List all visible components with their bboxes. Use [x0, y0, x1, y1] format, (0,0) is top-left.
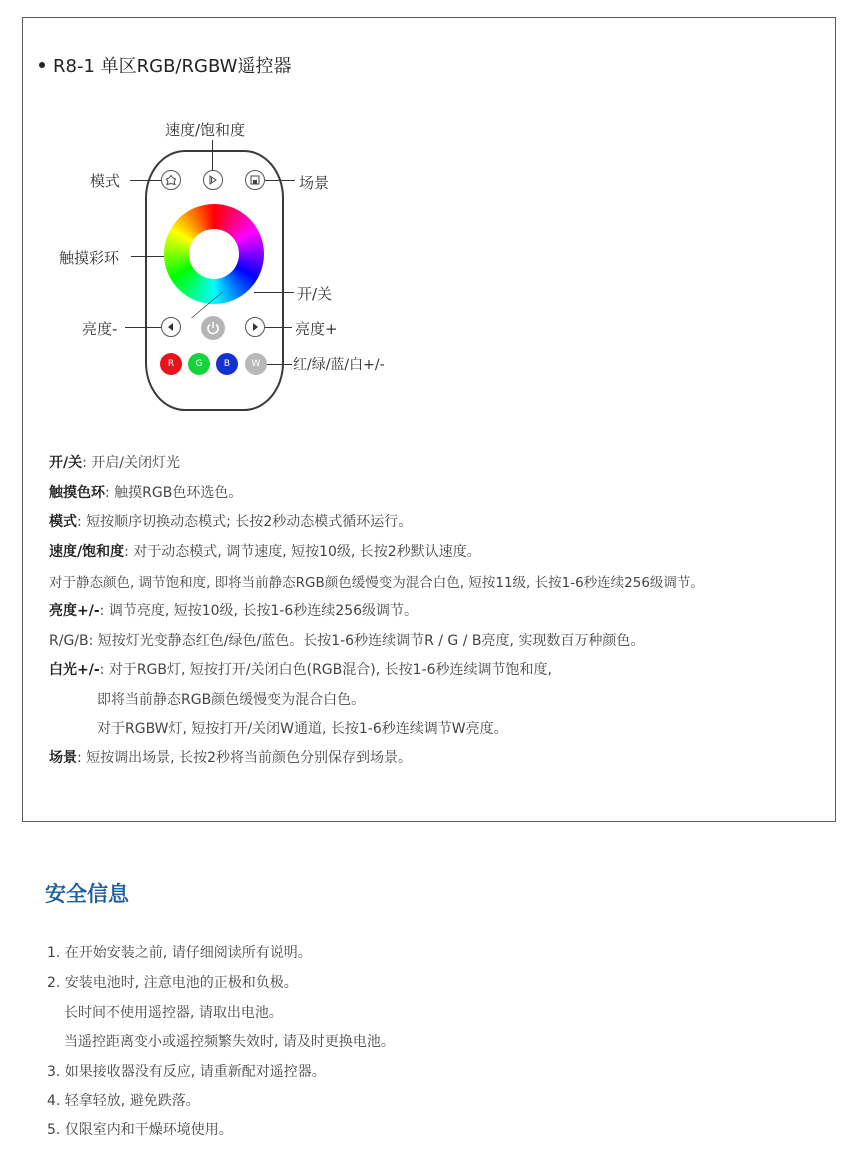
safety-item: 3. 如果接收器没有反应, 请重新配对遥控器。 — [47, 1064, 326, 1080]
safety-heading: 安全信息 — [45, 882, 129, 906]
label-speed-saturation: 速度/饱和度 — [165, 121, 246, 139]
power-button[interactable] — [201, 316, 225, 340]
desc-text: : 调节亮度, 短按10级, 长按1-6秒连续256级调节。 — [99, 603, 419, 619]
desc-mode — [49, 511, 412, 531]
desc-text: : 短按顺序切换动态模式; 长按2秒动态模式循环运行。 — [77, 514, 413, 530]
desc-touch-ring — [49, 482, 242, 502]
desc-speed — [49, 541, 481, 561]
mode-button[interactable] — [161, 170, 181, 190]
desc-onoff — [49, 452, 180, 472]
desc-text: : 对于RGB灯, 短按打开/关闭白色(RGB混合), 长按1-6秒连续调节饱和度, — [99, 662, 552, 678]
desc-text: : 触摸RGB色环选色。 — [105, 485, 243, 501]
scene-button[interactable] — [245, 170, 265, 190]
leader-bright-plus — [265, 327, 292, 328]
red-button-label: R — [167, 359, 175, 369]
desc-text: 对于静态颜色, 调节饱和度, 即将当前静态RGB颜色缓慢变为混合白色, 短按11级, 长按1-6秒连续256级调节。 — [49, 575, 704, 591]
white-button-label: W — [251, 359, 261, 369]
desc-key: 亮度+/- — [49, 603, 100, 619]
desc-scene — [49, 747, 412, 767]
leader-colors — [267, 364, 292, 365]
desc-white — [49, 659, 552, 679]
label-brightness-plus: 亮度+ — [295, 320, 338, 338]
desc-key: 开/关 — [49, 455, 83, 471]
desc-text: : 对于动态模式, 调节速度, 短按10级, 长按2秒默认速度。 — [124, 544, 481, 560]
desc-static-color — [49, 571, 704, 591]
desc-text: R/G/B: 短按灯光变静态红色/绿色/蓝色。长按1-6秒连续调节R / G / B亮度, 实现数百万种颜色。 — [49, 633, 645, 649]
leader-touch-ring — [131, 256, 164, 257]
section-title-text: R8-1 单区RGB/RGBW遥控器 — [53, 56, 292, 77]
right-arrow-icon — [250, 322, 260, 332]
section-title — [39, 52, 291, 78]
safety-item: 5. 仅限室内和干燥环境使用。 — [47, 1122, 233, 1138]
leader-mode — [130, 180, 161, 181]
safety-item: 4. 轻拿轻放, 避免跌落。 — [47, 1093, 200, 1109]
green-button[interactable] — [188, 353, 210, 375]
brightness-down-button[interactable] — [161, 317, 181, 337]
white-button[interactable] — [245, 353, 267, 375]
label-touch-ring: 触摸彩环 — [59, 249, 120, 267]
desc-key: 触摸色环 — [49, 485, 105, 501]
leader-scene — [265, 180, 295, 181]
left-arrow-icon — [166, 322, 176, 332]
safety-item: 1. 在开始安装之前, 请仔细阅读所有说明。 — [47, 945, 312, 961]
save-icon — [249, 174, 261, 186]
desc-text: : 开启/关闭灯光 — [82, 455, 181, 471]
desc-white-cont-2 — [97, 718, 508, 738]
blue-button-label: B — [223, 359, 231, 369]
green-button-label: G — [195, 359, 203, 369]
red-button[interactable] — [160, 353, 182, 375]
desc-text: : 短按调出场景, 长按2秒将当前颜色分别保存到场景。 — [77, 750, 412, 766]
safety-item: 长时间不使用遥控器, 请取出电池。 — [64, 1005, 283, 1021]
desc-key: 模式 — [49, 514, 77, 530]
leader-bright-minus — [125, 327, 161, 328]
label-brightness-minus: 亮度- — [82, 320, 118, 338]
leader-speed — [212, 140, 213, 170]
color-ring-center — [189, 229, 239, 279]
label-onoff: 开/关 — [297, 285, 333, 303]
desc-text: 对于RGBW灯, 短按打开/关闭W通道, 长按1-6秒连续调节W亮度。 — [97, 721, 508, 737]
desc-text: 即将当前静态RGB颜色缓慢变为混合白色。 — [97, 692, 366, 708]
label-scene: 场景 — [299, 174, 330, 192]
touch-color-ring[interactable] — [164, 204, 264, 304]
power-icon — [205, 320, 221, 336]
bullet-icon — [39, 62, 45, 68]
desc-key: 速度/饱和度 — [49, 544, 125, 560]
mode-icon — [165, 174, 177, 186]
brightness-up-button[interactable] — [245, 317, 265, 337]
safety-item: 2. 安装电池时, 注意电池的正极和负极。 — [47, 975, 298, 991]
desc-brightness — [49, 600, 418, 620]
speed-saturation-button[interactable] — [203, 170, 223, 190]
desc-white-cont-1 — [97, 689, 365, 709]
label-mode: 模式 — [90, 172, 121, 190]
desc-key: 白光+/- — [49, 662, 100, 678]
leader-onoff-h — [254, 292, 294, 293]
safety-item: 当遥控距离变小或遥控频繁失效时, 请及时更换电池。 — [64, 1034, 395, 1050]
desc-key: 场景 — [49, 750, 77, 766]
blue-button[interactable] — [216, 353, 238, 375]
play-icon — [207, 174, 219, 186]
desc-rgb — [49, 630, 644, 650]
label-colors: 红/绿/蓝/白+/- — [293, 357, 385, 373]
